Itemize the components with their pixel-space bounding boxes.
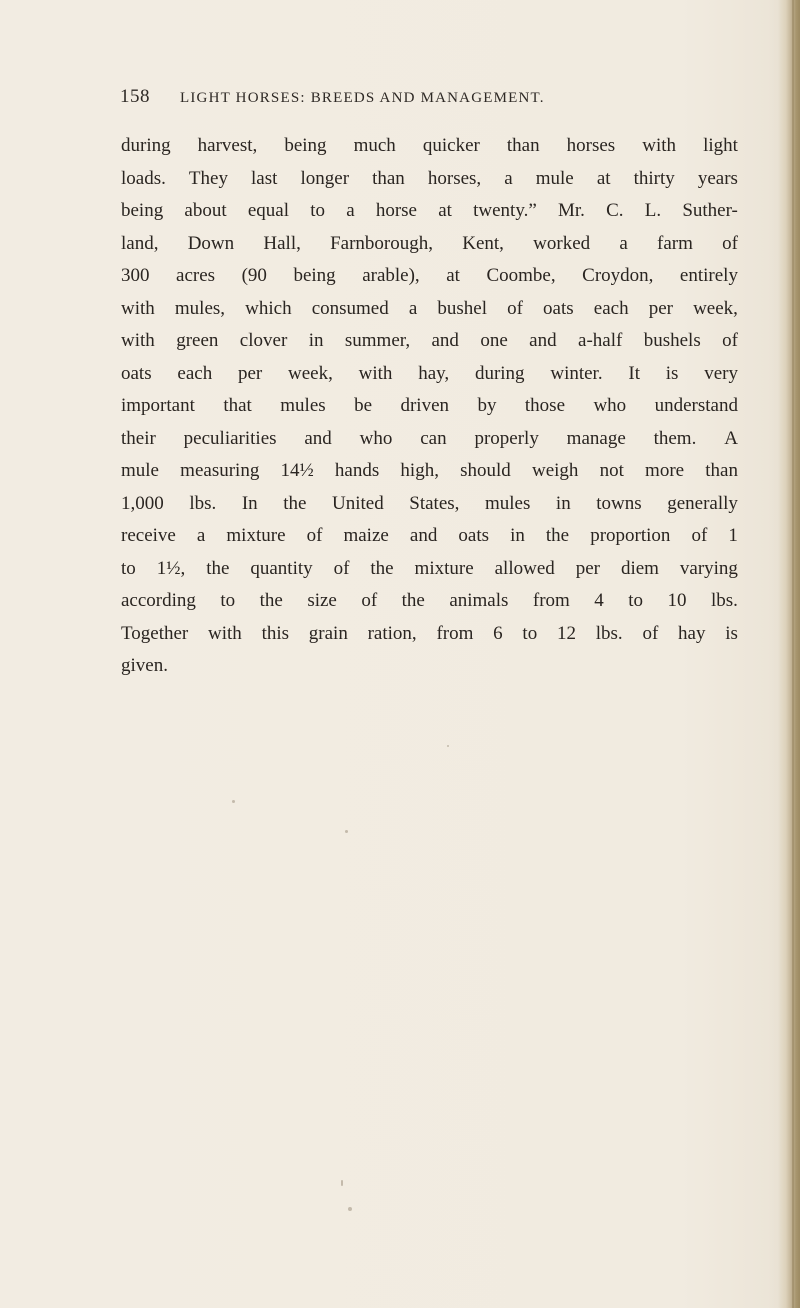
page-edge-line (792, 0, 794, 1308)
word: Coombe, (486, 265, 556, 286)
word: farm (657, 232, 693, 254)
word: size (307, 590, 337, 611)
word: harvest, (197, 135, 258, 156)
word: acres (176, 265, 216, 286)
word: with (121, 297, 155, 319)
word: to (522, 622, 538, 644)
word: worked (533, 232, 591, 254)
paper-speck (341, 1180, 343, 1186)
word: diem (620, 557, 659, 579)
word: high, (400, 460, 439, 481)
word: hay (678, 622, 706, 644)
word: that (223, 395, 252, 416)
word: lbs. (595, 622, 623, 644)
text-line (121, 390, 738, 423)
text-line (121, 130, 738, 163)
word: mixture (414, 557, 474, 579)
word: very (704, 362, 738, 384)
word: States, (409, 492, 460, 514)
word: consumed (311, 297, 389, 319)
text-line (121, 585, 738, 618)
word: and (431, 330, 459, 351)
word: per (237, 362, 263, 384)
word: to (121, 557, 136, 579)
word: horses, (427, 167, 482, 189)
word: of (306, 525, 323, 546)
word: mules (280, 395, 326, 416)
word: being (284, 135, 327, 156)
word: last (251, 167, 278, 189)
text-line (121, 358, 738, 391)
word: and (409, 525, 438, 546)
word: oats (543, 297, 574, 319)
word: 12 (556, 622, 576, 644)
word: weigh (531, 460, 579, 481)
word: Farnborough, (330, 232, 433, 254)
word: allowed (494, 557, 555, 579)
word: bushel (437, 297, 487, 319)
word: animals (449, 590, 509, 611)
word: the (259, 590, 283, 611)
word: their (121, 427, 156, 449)
word: peculiarities (183, 427, 277, 449)
running-head: LIGHT HORSES: BREEDS AND MANAGEMENT. (180, 90, 545, 106)
word: measuring (180, 460, 260, 481)
word: in (555, 492, 571, 514)
word: them. (653, 427, 697, 449)
word: being (121, 200, 164, 221)
text-line (121, 618, 738, 651)
word: 1 (728, 525, 738, 546)
word: should (460, 460, 511, 481)
word: a-half (578, 330, 623, 351)
word: than (705, 460, 738, 481)
word: mule (121, 460, 159, 481)
word: than (372, 167, 405, 189)
word: with (208, 622, 242, 644)
word: of (722, 330, 738, 351)
page-header (120, 86, 676, 116)
word: during (121, 135, 171, 156)
word: Suther- (682, 200, 738, 221)
word: quantity (250, 557, 313, 579)
word: to (310, 200, 325, 221)
word: than (506, 135, 540, 156)
word: much (353, 135, 396, 156)
text-line (121, 520, 738, 553)
word: is (725, 622, 738, 644)
word: Kent, (462, 232, 504, 254)
word: 300 (121, 265, 150, 286)
paper-speck (232, 800, 235, 803)
word: the (401, 590, 425, 611)
word: per (575, 557, 600, 579)
word: a (346, 200, 355, 221)
word: a (619, 232, 628, 254)
text-line (121, 455, 738, 488)
word: ration, (367, 622, 417, 644)
word: with (121, 330, 155, 351)
word: of (691, 525, 708, 546)
text-line (121, 650, 738, 683)
word: be (354, 395, 373, 416)
word: horse (375, 200, 417, 221)
word: thirty (633, 167, 675, 189)
word: twenty.” (473, 200, 537, 221)
word: of (642, 622, 659, 644)
word: Down (187, 232, 235, 254)
word: of (722, 232, 738, 254)
word: maize (343, 525, 389, 546)
word: horses (566, 135, 616, 156)
word: mule (535, 167, 574, 189)
word: with (642, 135, 677, 156)
text-line (121, 228, 738, 261)
word: In (241, 492, 258, 514)
text-line (121, 553, 738, 586)
word: by (477, 395, 497, 416)
word: light (703, 135, 738, 156)
word: C. (606, 200, 624, 221)
word: winter. (550, 362, 603, 384)
word: in (308, 330, 324, 351)
page-number: 158 (120, 86, 150, 107)
word: They (188, 167, 228, 189)
word: who (359, 427, 393, 449)
word: mules (484, 492, 531, 514)
word: a (408, 297, 418, 319)
word: L. (644, 200, 662, 221)
word: receive (121, 525, 176, 546)
word: a (196, 525, 206, 546)
word: understand (654, 395, 738, 416)
word: 6 (493, 622, 503, 644)
word: loads. (121, 167, 166, 189)
word: lbs. (710, 590, 738, 611)
word: week, (288, 362, 333, 384)
word: week, (693, 297, 738, 319)
word: 1,000 (121, 492, 164, 514)
word: which (245, 297, 292, 319)
paper-speck (345, 830, 348, 833)
word: oats (121, 362, 152, 384)
word: arable), (362, 265, 420, 286)
word: proportion (590, 525, 671, 546)
word: summer, (344, 330, 411, 351)
word: those (524, 395, 565, 416)
word: A (724, 427, 738, 449)
word: according (121, 590, 196, 611)
word: Mr. (557, 200, 585, 221)
body-text (121, 130, 738, 683)
word: the (370, 557, 394, 579)
word: given. (121, 655, 168, 676)
word: bushels (643, 330, 701, 351)
text-line (121, 293, 738, 326)
word: lbs. (189, 492, 217, 514)
word: per (648, 297, 673, 319)
text-line (121, 195, 738, 228)
word: with (358, 362, 393, 384)
word: years (697, 167, 738, 189)
word: United (331, 492, 384, 514)
word: (90 (241, 265, 267, 286)
word: and (304, 427, 332, 449)
word: Hall, (263, 232, 301, 254)
word: to (220, 590, 236, 611)
word: equal (247, 200, 289, 221)
word: important (121, 395, 195, 416)
paper-speck (348, 1207, 352, 1211)
word: Together (121, 622, 189, 644)
word: 4 (594, 590, 604, 611)
word: of (507, 297, 523, 319)
word: mixture (226, 525, 286, 546)
word: entirely (679, 265, 738, 286)
word: properly (474, 427, 539, 449)
word: green (176, 330, 219, 351)
word: at (596, 167, 611, 189)
word: manage (566, 427, 626, 449)
word: this (261, 622, 290, 644)
word: the (283, 492, 307, 514)
word: driven (400, 395, 450, 416)
word: mules, (174, 297, 226, 319)
word: during (474, 362, 525, 384)
word: It (628, 362, 640, 384)
word: clover (239, 330, 288, 351)
word: generally (667, 492, 738, 514)
word: 10 (667, 590, 687, 611)
word: from (436, 622, 474, 644)
word: 1½, (156, 557, 186, 579)
word: hands (334, 460, 380, 481)
text-line (121, 260, 738, 293)
word: at (446, 265, 460, 286)
word: longer (300, 167, 350, 189)
word: to (628, 590, 644, 611)
page-edge-shadow (778, 0, 800, 1308)
word: varying (679, 557, 738, 579)
text-line (121, 325, 738, 358)
word: land, (121, 232, 159, 254)
text-line (121, 163, 738, 196)
word: hay, (418, 362, 450, 384)
word: towns (596, 492, 642, 514)
word: a (504, 167, 513, 189)
word: about (184, 200, 227, 221)
word: quicker (422, 135, 480, 156)
word: oats (458, 525, 489, 546)
word: in (510, 525, 525, 546)
word: each (593, 297, 629, 319)
word: being (293, 265, 336, 286)
word: can (420, 427, 447, 449)
word: grain (308, 622, 348, 644)
word: one (480, 330, 508, 351)
paper-speck (447, 745, 449, 747)
text-line (121, 488, 738, 521)
word: 14½ (280, 460, 314, 481)
word: Croydon, (582, 265, 654, 286)
word: is (665, 362, 679, 384)
word: of (361, 590, 378, 611)
word: and (529, 330, 557, 351)
word: from (532, 590, 570, 611)
word: the (545, 525, 570, 546)
word: more (645, 460, 685, 481)
word: who (593, 395, 627, 416)
word: not (599, 460, 624, 481)
word: of (333, 557, 350, 579)
word: at (438, 200, 452, 221)
word: each (177, 362, 213, 384)
text-line (121, 423, 738, 456)
word: the (206, 557, 230, 579)
